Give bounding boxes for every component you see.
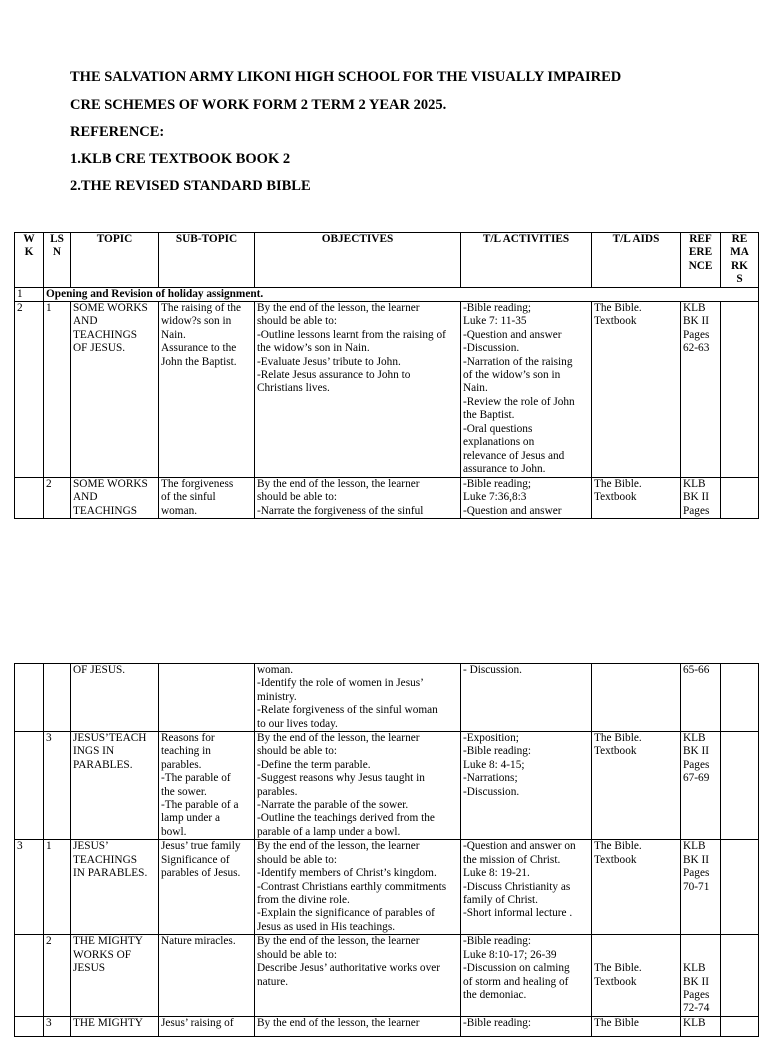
cell-objectives: By the end of the lesson, the learner should be able to: -Narrate the forgiveness of the sinful	[255, 478, 461, 519]
cell-wk	[15, 664, 44, 732]
cell-remarks	[721, 478, 759, 519]
cell-remarks	[721, 840, 759, 935]
column-header-reference: REF ERE NCE	[681, 233, 721, 288]
column-header-aids: T/L AIDS	[592, 233, 681, 288]
cell-subtopic: Jesus’ true family Significance of parables of Jesus.	[159, 840, 255, 935]
scheme-table-page-1	[14, 232, 759, 519]
cell-ls: 2	[44, 935, 71, 1016]
cell-ls: 1	[44, 840, 71, 935]
column-header-wk: W K	[15, 233, 44, 288]
cell-aids: The Bible. Textbook	[592, 302, 681, 478]
table-row	[15, 302, 759, 478]
cell-activities: -Bible reading; Luke 7:36,8:3 -Question and answer	[461, 478, 592, 519]
cell-remarks	[721, 935, 759, 1016]
cell-ls: 3	[44, 1016, 71, 1036]
table-row	[15, 664, 759, 732]
table-row	[15, 287, 759, 301]
cell-opening-revision: Opening and Revision of holiday assignment.	[44, 287, 759, 301]
cell-remarks	[721, 732, 759, 840]
school-title: THE SALVATION ARMY LIKONI HIGH SCHOOL FOR THE VISUALLY IMPAIRED	[70, 69, 622, 85]
reference-heading: REFERENCE:	[70, 124, 165, 140]
cell-topic: JESUS’ TEACHINGS IN PARABLES.	[71, 840, 159, 935]
cell-objectives: By the end of the lesson, the learner should be able to: Describe Jesus’ authoritative works over nature.	[255, 935, 461, 1016]
cell-topic: THE MIGHTY	[71, 1016, 159, 1036]
scheme-title: CRE SCHEMES OF WORK FORM 2 TERM 2 YEAR 2025.	[70, 97, 447, 113]
cell-ls	[44, 664, 71, 732]
cell-objectives: By the end of the lesson, the learner should be able to: -Outline lessons learnt from the raising of the widow’s son in Nain. -Evaluate Jesus’ tribute to John. -Relate Jesus assurance to John to Christians lives.	[255, 302, 461, 478]
cell-ls: 1	[44, 302, 71, 478]
cell-objectives: By the end of the lesson, the learner	[255, 1016, 461, 1036]
cell-activities: -Bible reading; Luke 7: 11-35 -Question and answer -Discussion. -Narration of the raising of the widow’s son in Nain. -Review the role of John the Baptist. -Oral questions explanations on relevance of Jesus and assurance to John.	[461, 302, 592, 478]
cell-topic: SOME WORKS AND TEACHINGS	[71, 478, 159, 519]
cell-aids: The Bible. Textbook	[592, 935, 681, 1016]
table-row	[15, 935, 759, 1016]
cell-subtopic: The forgiveness of the sinful woman.	[159, 478, 255, 519]
cell-activities: - Discussion.	[461, 664, 592, 732]
cell-reference: 65-66	[681, 664, 721, 732]
cell-reference: KLB BK II Pages 67-69	[681, 732, 721, 840]
cell-aids: The Bible. Textbook	[592, 840, 681, 935]
cell-wk	[15, 732, 44, 840]
reference-item-1: 1.KLB CRE TEXTBOOK BOOK 2	[70, 151, 291, 167]
reference-item-2: 2.THE REVISED STANDARD BIBLE	[70, 178, 311, 194]
cell-activities: -Bible reading:	[461, 1016, 592, 1036]
cell-activities: -Question and answer on the mission of Christ. Luke 8: 19-21. -Discuss Christianity as family of Christ. -Short informal lecture .	[461, 840, 592, 935]
cell-objectives: By the end of the lesson, the learner should be able to: -Define the term parable. -Suggest reasons why Jesus taught in parables. -Narrate the parable of the sower. -Outline the teachings derived from the parable of a lamp under a bowl.	[255, 732, 461, 840]
column-header-ls: LS N	[44, 233, 71, 288]
cell-objectives: By the end of the lesson, the learner should be able to: -Identify members of Christ’s kingdom. -Contrast Christians earthly commitments from the divine role. -Explain the significance of parables of Jesus as used in His teachings.	[255, 840, 461, 935]
cell-reference: KLB BK II Pages	[681, 478, 721, 519]
table-header-row	[15, 233, 759, 288]
cell-topic: THE MIGHTY WORKS OF JESUS	[71, 935, 159, 1016]
column-header-topic: TOPIC	[71, 233, 159, 288]
cell-reference: KLB BK II Pages 70-71	[681, 840, 721, 935]
cell-wk: 1	[15, 287, 44, 301]
cell-reference: KLB	[681, 1016, 721, 1036]
cell-subtopic: Jesus’ raising of	[159, 1016, 255, 1036]
cell-wk	[15, 1016, 44, 1036]
cell-objectives: woman. -Identify the role of women in Jesus’ ministry. -Relate forgiveness of the sinful woman to our lives today.	[255, 664, 461, 732]
cell-wk	[15, 478, 44, 519]
cell-subtopic: Nature miracles.	[159, 935, 255, 1016]
scheme-table-page-2	[14, 663, 759, 1037]
cell-remarks	[721, 302, 759, 478]
table-row	[15, 478, 759, 519]
table-row	[15, 840, 759, 935]
cell-topic: SOME WORKS AND TEACHINGS OF JESUS.	[71, 302, 159, 478]
cell-subtopic: Reasons for teaching in parables. -The parable of the sower. -The parable of a lamp under a bowl.	[159, 732, 255, 840]
table-row	[15, 732, 759, 840]
cell-reference: KLB BK II Pages 72-74	[681, 935, 721, 1016]
cell-aids: The Bible. Textbook	[592, 478, 681, 519]
cell-topic: JESUS’TEACH INGS IN PARABLES.	[71, 732, 159, 840]
cell-aids: The Bible. Textbook	[592, 732, 681, 840]
column-header-objectives: OBJECTIVES	[255, 233, 461, 288]
cell-activities: -Exposition; -Bible reading: Luke 8: 4-15; -Narrations; -Discussion.	[461, 732, 592, 840]
column-header-activities: T/L ACTIVITIES	[461, 233, 592, 288]
cell-ls: 2	[44, 478, 71, 519]
column-header-remarks: RE MA RK S	[721, 233, 759, 288]
cell-activities: -Bible reading: Luke 8:10-17; 26-39 -Discussion on calming of storm and healing of the demoniac.	[461, 935, 592, 1016]
cell-remarks	[721, 664, 759, 732]
cell-wk: 2	[15, 302, 44, 478]
cell-wk: 3	[15, 840, 44, 935]
cell-topic: OF JESUS.	[71, 664, 159, 732]
cell-wk	[15, 935, 44, 1016]
cell-subtopic: The raising of the widow?s son in Nain. Assurance to the John the Baptist.	[159, 302, 255, 478]
cell-remarks	[721, 1016, 759, 1036]
table-row	[15, 1016, 759, 1036]
cell-aids	[592, 664, 681, 732]
cell-aids: The Bible	[592, 1016, 681, 1036]
cell-subtopic	[159, 664, 255, 732]
cell-ls: 3	[44, 732, 71, 840]
cell-reference: KLB BK II Pages 62-63	[681, 302, 721, 478]
column-header-subtopic: SUB-TOPIC	[159, 233, 255, 288]
